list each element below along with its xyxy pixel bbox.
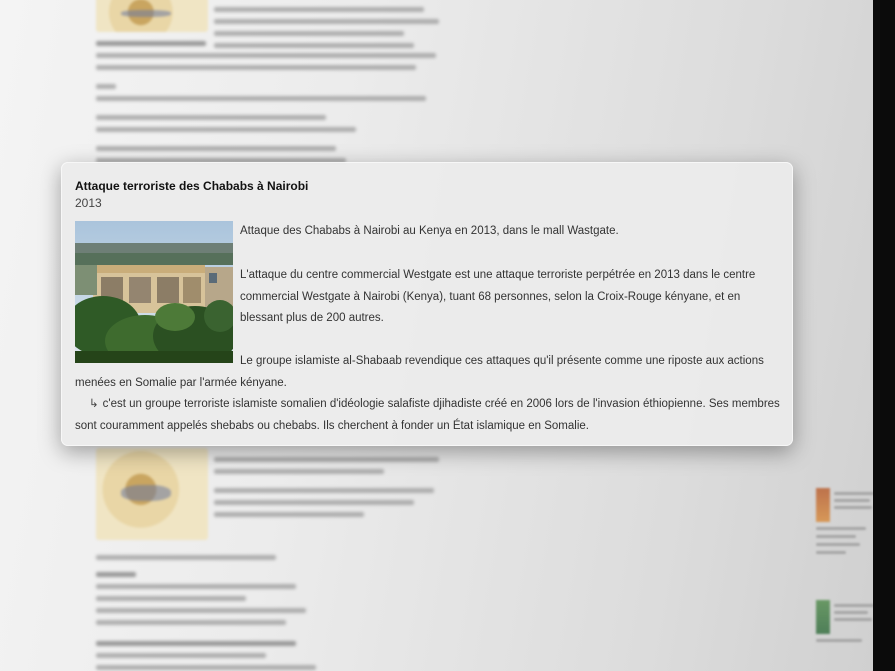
westgate-mall-photo bbox=[75, 221, 233, 363]
popup-summary: Attaque des Chababs à Nairobi au Kenya en 2013, dans le mall Wastgate. bbox=[240, 225, 619, 237]
event-popup-card[interactable] bbox=[61, 162, 793, 446]
background-mini-card bbox=[816, 600, 876, 647]
popup-year: 2013 bbox=[75, 196, 102, 210]
window-edge bbox=[873, 0, 895, 671]
background-map-thumbnail bbox=[96, 448, 208, 540]
popup-title: Attaque terroriste des Chababs à Nairobi bbox=[75, 179, 309, 193]
background-text-block bbox=[214, 450, 454, 524]
background-text-block bbox=[96, 34, 456, 170]
background-text-block bbox=[96, 548, 416, 671]
background-mini-card bbox=[816, 488, 876, 559]
popup-paragraph-1: L'attaque du centre commercial Westgate est une attaque terroriste perpétrée en 2013 dans le centre commercial Westgate à Nairobi (Kenya), tuant 68 personnes, selon la Croix-Rouge kényane, et en blessant plus de 200 autres. bbox=[240, 269, 756, 324]
sub-arrow-icon: ↳ bbox=[89, 398, 99, 410]
popup-note-text: c'est un groupe terroriste islamiste somalien d'idéologie salafiste djihadiste créé en 2006 lors de l'invasion éthiopienne. Ses membres sont couramment appelés shebabs ou chebabs. Ils cherchent à fonder un État islamique en Somalie. bbox=[75, 398, 780, 432]
popup-paragraph-2: Le groupe islamiste al-Shabaab revendique ces attaques qu'il présente comme une riposte aux actions menées en Somalie par l'armée kényane. bbox=[75, 355, 764, 389]
background-map-thumbnail bbox=[96, 0, 208, 32]
popup-note bbox=[75, 394, 780, 437]
